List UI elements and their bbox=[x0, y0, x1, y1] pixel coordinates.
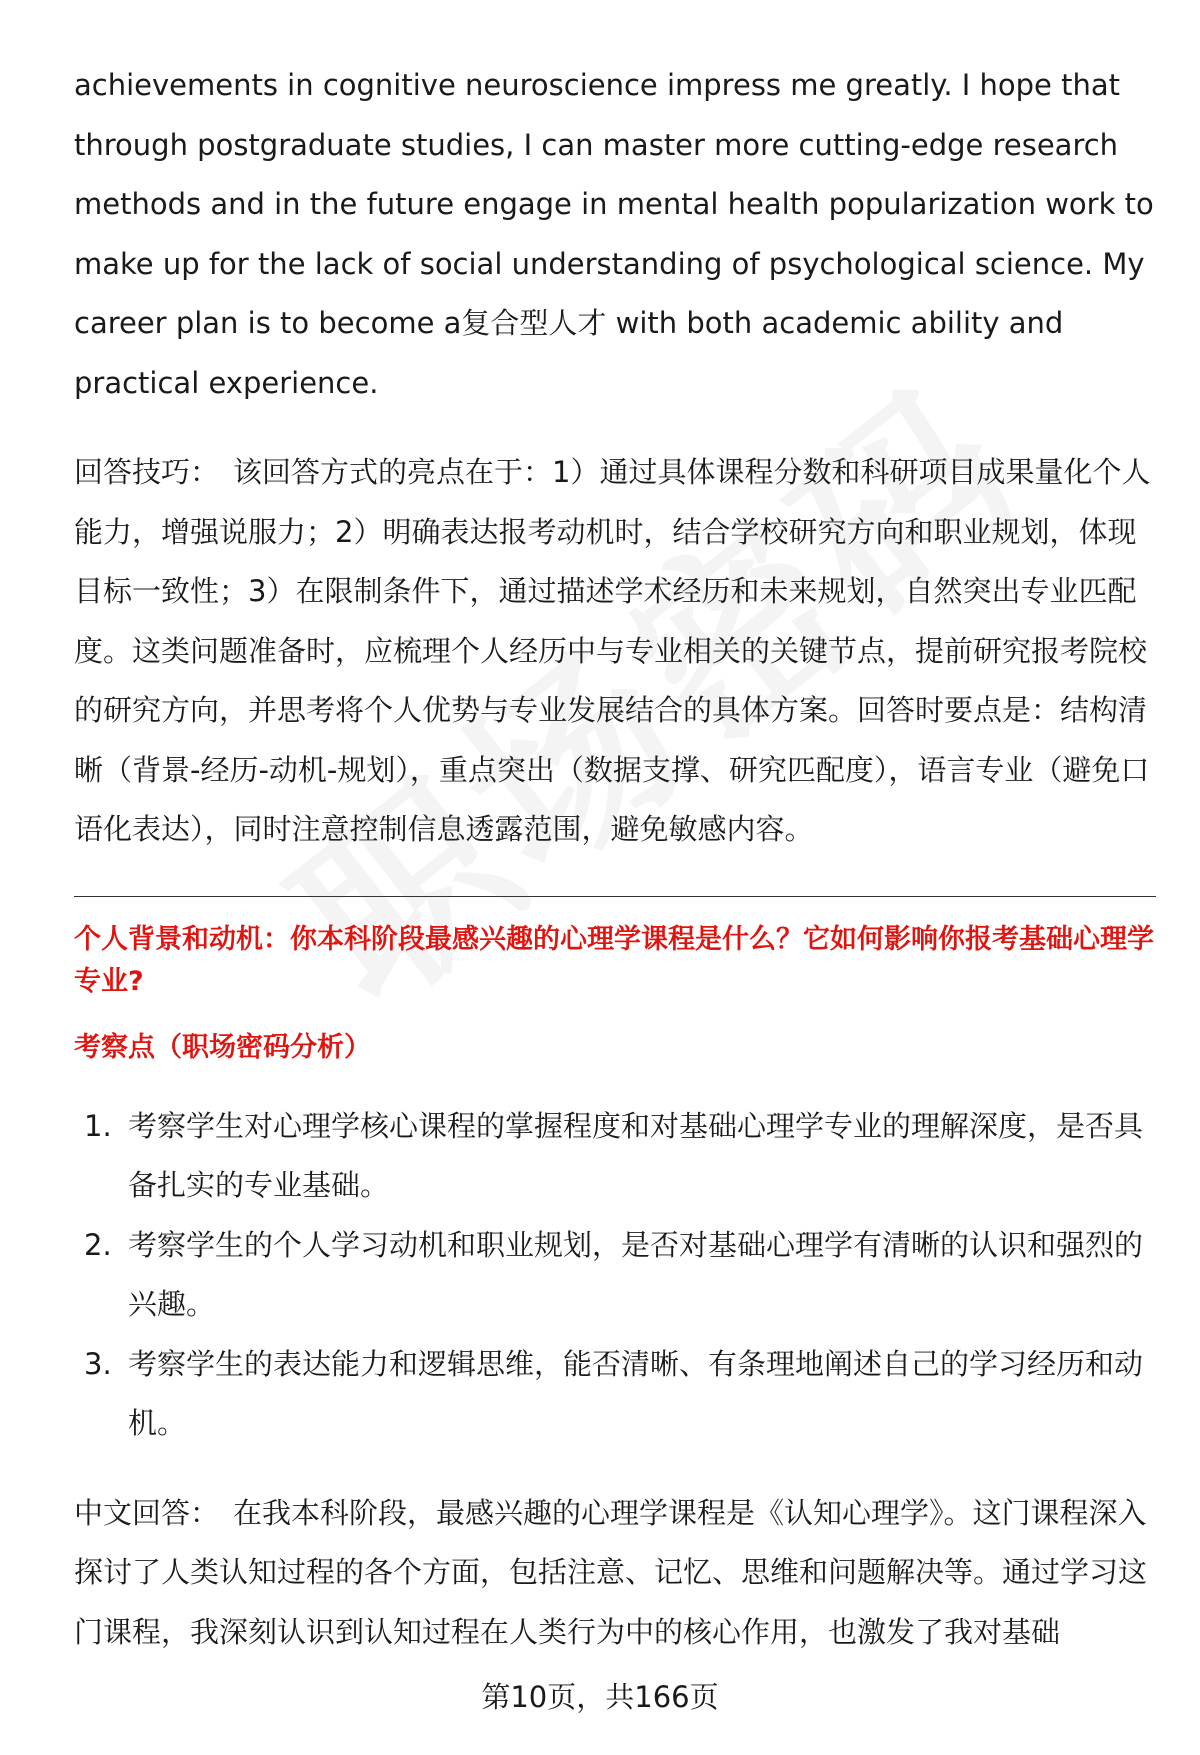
chinese-answer-paragraph bbox=[74, 1484, 1156, 1663]
document-body bbox=[74, 56, 1156, 1662]
list-item bbox=[74, 1335, 1156, 1454]
analysis-list bbox=[74, 1097, 1156, 1454]
tips-text: 该回答方式的亮点在于：1）通过具体课程分数和科研项目成果量化个人能力，增强说服力；2）明确表达报考动机时，结合学校研究方向和职业规划，体现目标一致性；3）在限制条件下，通过描述学术经历和未来规划，自然突出专业匹配度。这类问题准备时，应梳理个人经历中与专业相关的关键节点，提前研究报考院校的研究方向，并思考将个人优势与专业发展结合的具体方案。回答时要点是：结构清晰（背景-经历-动机-规划），重点突出（数据支撑、研究匹配度），语言专业（避免口语化表达），同时注意控制信息透露范围，避免敏感内容。 bbox=[74, 455, 1151, 846]
list-item-number: 3. bbox=[84, 1346, 112, 1381]
tips-label: 回答技巧： bbox=[74, 455, 220, 489]
chinese-answer-label: 中文回答： bbox=[74, 1495, 220, 1530]
list-item-number: 2. bbox=[84, 1227, 112, 1262]
tips-paragraph bbox=[74, 443, 1156, 860]
chinese-answer-text: 在我本科阶段，最感兴趣的心理学课程是《认知心理学》。这门课程深入探讨了人类认知过程的各个方面，包括注意、记忆、思维和问题解决等。通过学习这门课程，我深刻认识到认知过程在人类行为中的核心作用，也激发了我对基础 bbox=[74, 1495, 1148, 1649]
list-item-number: 1. bbox=[84, 1108, 112, 1143]
list-item-text: 考察学生的表达能力和逻辑思维，能否清晰、有条理地阐述自己的学习经历和动机。 bbox=[128, 1346, 1144, 1440]
list-item-text: 考察学生的个人学习动机和职业规划，是否对基础心理学有清晰的认识和强烈的兴趣。 bbox=[128, 1227, 1144, 1321]
list-item bbox=[74, 1216, 1156, 1335]
intro-answer-paragraph: achievements in cognitive neuroscience impress me greatly. I hope that through postgraduate studies, I can master more cutting-edge research methods and in the future engage in mental health popularization work to make up for the lack of social understanding of psychological science. My career plan is to become a复合型人才 with both academic ability and practical experience. bbox=[74, 68, 1154, 400]
list-item-text: 考察学生对心理学核心课程的掌握程度和对基础心理学专业的理解深度，是否具备扎实的专业基础。 bbox=[128, 1108, 1144, 1202]
analysis-title: 考察点（职场密码分析） bbox=[74, 1031, 371, 1063]
question-title: 个人背景和动机：你本科阶段最感兴趣的心理学课程是什么？它如何影响你报考基础心理学专业? bbox=[74, 923, 1154, 997]
list-item bbox=[74, 1097, 1156, 1216]
page-number: 第10页，共166页 bbox=[481, 1680, 719, 1714]
